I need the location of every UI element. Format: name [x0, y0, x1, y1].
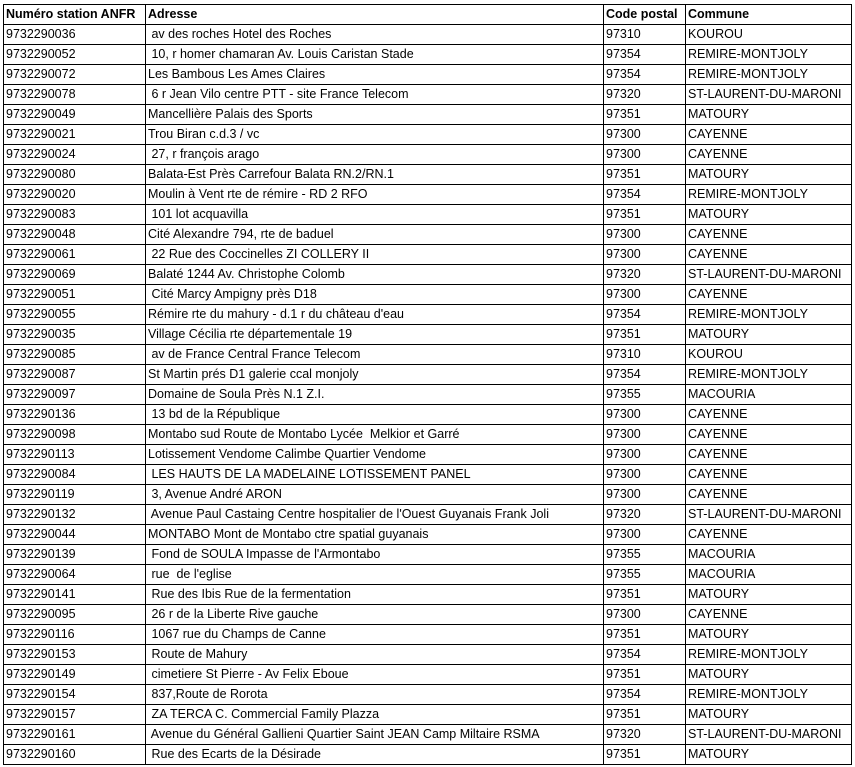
- station-number-cell: 9732290085: [4, 345, 146, 365]
- table-row: [4, 465, 852, 485]
- header-postal-code: Code postal: [604, 5, 686, 25]
- postal-code-cell: 97355: [604, 385, 686, 405]
- table-body: [4, 25, 852, 765]
- postal-code-cell: 97354: [604, 685, 686, 705]
- address-cell: Mancellière Palais des Sports: [146, 105, 604, 125]
- table-row: [4, 365, 852, 385]
- table-row: [4, 685, 852, 705]
- commune-cell: CAYENNE: [686, 605, 852, 625]
- station-number-cell: 9732290021: [4, 125, 146, 145]
- table-row: [4, 585, 852, 605]
- station-number-cell: 9732290048: [4, 225, 146, 245]
- commune-cell: CAYENNE: [686, 465, 852, 485]
- table-row: [4, 665, 852, 685]
- commune-cell: REMIRE-MONTJOLY: [686, 365, 852, 385]
- station-number-cell: 9732290024: [4, 145, 146, 165]
- address-cell: av des roches Hotel des Roches: [146, 25, 604, 45]
- station-number-cell: 9732290160: [4, 745, 146, 765]
- commune-cell: MATOURY: [686, 325, 852, 345]
- table-row: [4, 745, 852, 765]
- postal-code-cell: 97351: [604, 105, 686, 125]
- table-row: [4, 345, 852, 365]
- commune-cell: CAYENNE: [686, 445, 852, 465]
- commune-cell: MATOURY: [686, 745, 852, 765]
- address-cell: 27, r françois arago: [146, 145, 604, 165]
- address-cell: 101 lot acquavilla: [146, 205, 604, 225]
- address-cell: Rue des Ibis Rue de la fermentation: [146, 585, 604, 605]
- postal-code-cell: 97300: [604, 285, 686, 305]
- address-cell: 1067 rue du Champs de Canne: [146, 625, 604, 645]
- station-number-cell: 9732290036: [4, 25, 146, 45]
- commune-cell: MATOURY: [686, 705, 852, 725]
- postal-code-cell: 97300: [604, 485, 686, 505]
- station-number-cell: 9732290113: [4, 445, 146, 465]
- postal-code-cell: 97354: [604, 365, 686, 385]
- address-cell: Balaté 1244 Av. Christophe Colomb: [146, 265, 604, 285]
- address-cell: Cité Marcy Ampigny près D18: [146, 285, 604, 305]
- station-number-cell: 9732290055: [4, 305, 146, 325]
- commune-cell: CAYENNE: [686, 405, 852, 425]
- station-number-cell: 9732290136: [4, 405, 146, 425]
- postal-code-cell: 97310: [604, 25, 686, 45]
- commune-cell: CAYENNE: [686, 125, 852, 145]
- postal-code-cell: 97300: [604, 605, 686, 625]
- postal-code-cell: 97300: [604, 405, 686, 425]
- commune-cell: CAYENNE: [686, 145, 852, 165]
- postal-code-cell: 97354: [604, 645, 686, 665]
- station-number-cell: 9732290141: [4, 585, 146, 605]
- commune-cell: MATOURY: [686, 625, 852, 645]
- postal-code-cell: 97300: [604, 445, 686, 465]
- address-cell: Lotissement Vendome Calimbe Quartier Vendome: [146, 445, 604, 465]
- postal-code-cell: 97300: [604, 465, 686, 485]
- address-cell: ZA TERCA C. Commercial Family Plazza: [146, 705, 604, 725]
- address-cell: Avenue du Général Gallieni Quartier Saint JEAN Camp Miltaire RSMA: [146, 725, 604, 745]
- address-cell: Village Cécilia rte départementale 19: [146, 325, 604, 345]
- table-row: [4, 165, 852, 185]
- commune-cell: ST-LAURENT-DU-MARONI: [686, 505, 852, 525]
- postal-code-cell: 97351: [604, 625, 686, 645]
- postal-code-cell: 97300: [604, 245, 686, 265]
- commune-cell: MATOURY: [686, 165, 852, 185]
- station-number-cell: 9732290083: [4, 205, 146, 225]
- commune-cell: ST-LAURENT-DU-MARONI: [686, 85, 852, 105]
- station-number-cell: 9732290084: [4, 465, 146, 485]
- header-address: Adresse: [146, 5, 604, 25]
- table-row: [4, 145, 852, 165]
- station-table: [3, 4, 852, 765]
- station-number-cell: 9732290080: [4, 165, 146, 185]
- table-row: [4, 605, 852, 625]
- commune-cell: MATOURY: [686, 585, 852, 605]
- postal-code-cell: 97300: [604, 125, 686, 145]
- table-row: [4, 65, 852, 85]
- table-row: [4, 525, 852, 545]
- commune-cell: CAYENNE: [686, 245, 852, 265]
- header-commune: Commune: [686, 5, 852, 25]
- station-number-cell: 9732290139: [4, 545, 146, 565]
- table-row: [4, 405, 852, 425]
- commune-cell: MATOURY: [686, 205, 852, 225]
- table-row: [4, 485, 852, 505]
- commune-cell: MATOURY: [686, 665, 852, 685]
- commune-cell: REMIRE-MONTJOLY: [686, 65, 852, 85]
- address-cell: Moulin à Vent rte de rémire - RD 2 RFO: [146, 185, 604, 205]
- postal-code-cell: 97354: [604, 305, 686, 325]
- station-number-cell: 9732290087: [4, 365, 146, 385]
- table-row: [4, 125, 852, 145]
- commune-cell: KOUROU: [686, 345, 852, 365]
- address-cell: Fond de SOULA Impasse de l'Armontabo: [146, 545, 604, 565]
- table-row: [4, 705, 852, 725]
- table-row: [4, 325, 852, 345]
- commune-cell: REMIRE-MONTJOLY: [686, 45, 852, 65]
- postal-code-cell: 97351: [604, 205, 686, 225]
- table-row: [4, 105, 852, 125]
- commune-cell: CAYENNE: [686, 225, 852, 245]
- address-cell: Les Bambous Les Ames Claires: [146, 65, 604, 85]
- postal-code-cell: 97351: [604, 665, 686, 685]
- postal-code-cell: 97320: [604, 725, 686, 745]
- station-number-cell: 9732290051: [4, 285, 146, 305]
- commune-cell: KOUROU: [686, 25, 852, 45]
- postal-code-cell: 97300: [604, 225, 686, 245]
- station-number-cell: 9732290049: [4, 105, 146, 125]
- postal-code-cell: 97354: [604, 185, 686, 205]
- commune-cell: CAYENNE: [686, 285, 852, 305]
- commune-cell: REMIRE-MONTJOLY: [686, 185, 852, 205]
- commune-cell: MACOURIA: [686, 565, 852, 585]
- station-number-cell: 9732290161: [4, 725, 146, 745]
- station-number-cell: 9732290132: [4, 505, 146, 525]
- postal-code-cell: 97355: [604, 565, 686, 585]
- postal-code-cell: 97351: [604, 745, 686, 765]
- table-row: [4, 625, 852, 645]
- postal-code-cell: 97320: [604, 505, 686, 525]
- address-cell: av de France Central France Telecom: [146, 345, 604, 365]
- table-row: [4, 265, 852, 285]
- table-row: [4, 445, 852, 465]
- station-number-cell: 9732290153: [4, 645, 146, 665]
- table-row: [4, 285, 852, 305]
- address-cell: MONTABO Mont de Montabo ctre spatial guyanais: [146, 525, 604, 545]
- station-number-cell: 9732290052: [4, 45, 146, 65]
- table-row: [4, 85, 852, 105]
- table-row: [4, 645, 852, 665]
- postal-code-cell: 97351: [604, 165, 686, 185]
- postal-code-cell: 97310: [604, 345, 686, 365]
- address-cell: Rémire rte du mahury - d.1 r du château d'eau: [146, 305, 604, 325]
- table-row: [4, 205, 852, 225]
- address-cell: Rue des Ecarts de la Désirade: [146, 745, 604, 765]
- station-number-cell: 9732290078: [4, 85, 146, 105]
- commune-cell: ST-LAURENT-DU-MARONI: [686, 725, 852, 745]
- postal-code-cell: 97300: [604, 525, 686, 545]
- station-number-cell: 9732290064: [4, 565, 146, 585]
- address-cell: 10, r homer chamaran Av. Louis Caristan Stade: [146, 45, 604, 65]
- header-row: [4, 5, 852, 25]
- table-row: [4, 245, 852, 265]
- station-number-cell: 9732290157: [4, 705, 146, 725]
- address-cell: LES HAUTS DE LA MADELAINE LOTISSEMENT PANEL: [146, 465, 604, 485]
- table-row: [4, 25, 852, 45]
- station-number-cell: 9732290097: [4, 385, 146, 405]
- table-row: [4, 225, 852, 245]
- postal-code-cell: 97354: [604, 65, 686, 85]
- address-cell: Balata-Est Près Carrefour Balata RN.2/RN.1: [146, 165, 604, 185]
- postal-code-cell: 97351: [604, 705, 686, 725]
- table-row: [4, 725, 852, 745]
- station-number-cell: 9732290061: [4, 245, 146, 265]
- station-number-cell: 9732290154: [4, 685, 146, 705]
- commune-cell: MATOURY: [686, 105, 852, 125]
- address-cell: Route de Mahury: [146, 645, 604, 665]
- commune-cell: REMIRE-MONTJOLY: [686, 645, 852, 665]
- table-row: [4, 425, 852, 445]
- commune-cell: MACOURIA: [686, 385, 852, 405]
- address-cell: 22 Rue des Coccinelles ZI COLLERY II: [146, 245, 604, 265]
- station-number-cell: 9732290116: [4, 625, 146, 645]
- address-cell: Montabo sud Route de Montabo Lycée Melkior et Garré: [146, 425, 604, 445]
- table-row: [4, 185, 852, 205]
- postal-code-cell: 97320: [604, 265, 686, 285]
- postal-code-cell: 97355: [604, 545, 686, 565]
- station-number-cell: 9732290149: [4, 665, 146, 685]
- address-cell: 13 bd de la République: [146, 405, 604, 425]
- station-number-cell: 9732290119: [4, 485, 146, 505]
- station-number-cell: 9732290072: [4, 65, 146, 85]
- commune-cell: REMIRE-MONTJOLY: [686, 685, 852, 705]
- postal-code-cell: 97354: [604, 45, 686, 65]
- postal-code-cell: 97351: [604, 325, 686, 345]
- address-cell: 837,Route de Rorota: [146, 685, 604, 705]
- station-number-cell: 9732290044: [4, 525, 146, 545]
- address-cell: 3, Avenue André ARON: [146, 485, 604, 505]
- address-cell: cimetiere St Pierre - Av Felix Eboue: [146, 665, 604, 685]
- address-cell: St Martin prés D1 galerie ccal monjoly: [146, 365, 604, 385]
- address-cell: Domaine de Soula Près N.1 Z.I.: [146, 385, 604, 405]
- commune-cell: CAYENNE: [686, 485, 852, 505]
- table-row: [4, 545, 852, 565]
- station-number-cell: 9732290098: [4, 425, 146, 445]
- table-row: [4, 305, 852, 325]
- commune-cell: CAYENNE: [686, 525, 852, 545]
- table-row: [4, 385, 852, 405]
- station-number-cell: 9732290020: [4, 185, 146, 205]
- commune-cell: CAYENNE: [686, 425, 852, 445]
- table-row: [4, 45, 852, 65]
- address-cell: 6 r Jean Vilo centre PTT - site France Telecom: [146, 85, 604, 105]
- address-cell: Cité Alexandre 794, rte de baduel: [146, 225, 604, 245]
- address-cell: Avenue Paul Castaing Centre hospitalier de l'Ouest Guyanais Frank Joli: [146, 505, 604, 525]
- address-cell: rue de l'eglise: [146, 565, 604, 585]
- station-number-cell: 9732290069: [4, 265, 146, 285]
- commune-cell: ST-LAURENT-DU-MARONI: [686, 265, 852, 285]
- postal-code-cell: 97300: [604, 425, 686, 445]
- postal-code-cell: 97300: [604, 145, 686, 165]
- table-row: [4, 565, 852, 585]
- postal-code-cell: 97320: [604, 85, 686, 105]
- address-cell: Trou Biran c.d.3 / vc: [146, 125, 604, 145]
- station-number-cell: 9732290035: [4, 325, 146, 345]
- commune-cell: REMIRE-MONTJOLY: [686, 305, 852, 325]
- table-row: [4, 505, 852, 525]
- station-number-cell: 9732290095: [4, 605, 146, 625]
- header-station-number: Numéro station ANFR: [4, 5, 146, 25]
- postal-code-cell: 97351: [604, 585, 686, 605]
- address-cell: 26 r de la Liberte Rive gauche: [146, 605, 604, 625]
- commune-cell: MACOURIA: [686, 545, 852, 565]
